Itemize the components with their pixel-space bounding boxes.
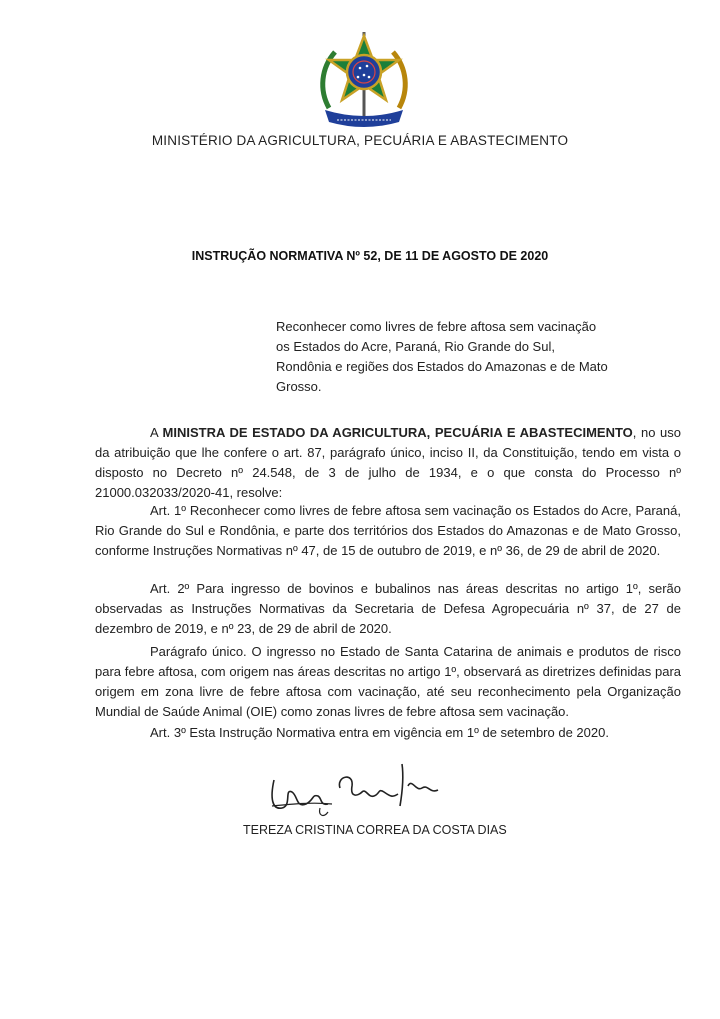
preamble-text: , no uso da atribuição que lhe confere o art. 87, parágrafo único, inciso II, da Constituição, tendo em vista o disposto no Decreto nº 24.548, de 3 de julho de 1934, e o que consta do Processo nº 21000.032033/2020-41, resolve: — [95, 425, 681, 500]
ministry-name: MINISTÉRIO DA AGRICULTURA, PECUÁRIA E ABASTECIMENTO — [151, 133, 569, 148]
document-title: INSTRUÇÃO NORMATIVA Nº 52, DE 11 DE AGOSTO DE 2020 — [191, 249, 549, 263]
signer-name: TEREZA CRISTINA CORREA DA COSTA DIAS — [243, 823, 507, 837]
article-3 — [95, 723, 681, 743]
handwritten-signature — [262, 758, 452, 820]
brazil-coat-of-arms-icon — [315, 30, 413, 130]
article-2-text: Art. 2º Para ingresso de bovinos e bubalinos nas áreas descritas no artigo 1º, serão observadas as Instruções Normativas da Secretaria de Defesa Agropecuária nº 37, de 27 de dezembro de 2019, e nº 23, de 29 de abril de 2020. — [95, 581, 681, 636]
preamble-paragraph — [95, 423, 681, 503]
article-1 — [95, 501, 681, 561]
paragrafo-unico-text: Parágrafo único. O ingresso no Estado de Santa Catarina de animais e produtos de risco para febre aftosa, com origem nas áreas descritas no artigo 1º, observará as diretrizes definidas para origem em zona livre de febre aftosa com vacinação, até seu reconhecimento pela Organização Mundial de Saúde Animal (OIE) como zonas livres de febre aftosa sem vacinação. — [95, 644, 681, 719]
ementa: Reconhecer como livres de febre aftosa sem vacinação os Estados do Acre, Paraná, Rio Grande do Sul, Rondônia e regiões dos Estados do Amazonas e de Mato Grosso. — [276, 319, 608, 394]
article-2 — [95, 579, 681, 639]
preamble-lead: A — [150, 425, 163, 440]
paragrafo-unico — [95, 642, 681, 722]
minister-title: MINISTRA DE ESTADO DA AGRICULTURA, PECUÁRIA E ABASTECIMENTO — [162, 425, 633, 440]
article-3-text: Art. 3º Esta Instrução Normativa entra em vigência em 1º de setembro de 2020. — [150, 725, 609, 740]
article-1-text: Art. 1º Reconhecer como livres de febre aftosa sem vacinação os Estados do Acre, Paraná, Rio Grande do Sul e Rondônia, e parte dos territórios dos Estados do Amazonas e de Mato Grosso, conforme Instruções Normativas nº 47, de 15 de outubro de 2019, e nº 36, de 29 de abril de 2020. — [95, 503, 681, 558]
